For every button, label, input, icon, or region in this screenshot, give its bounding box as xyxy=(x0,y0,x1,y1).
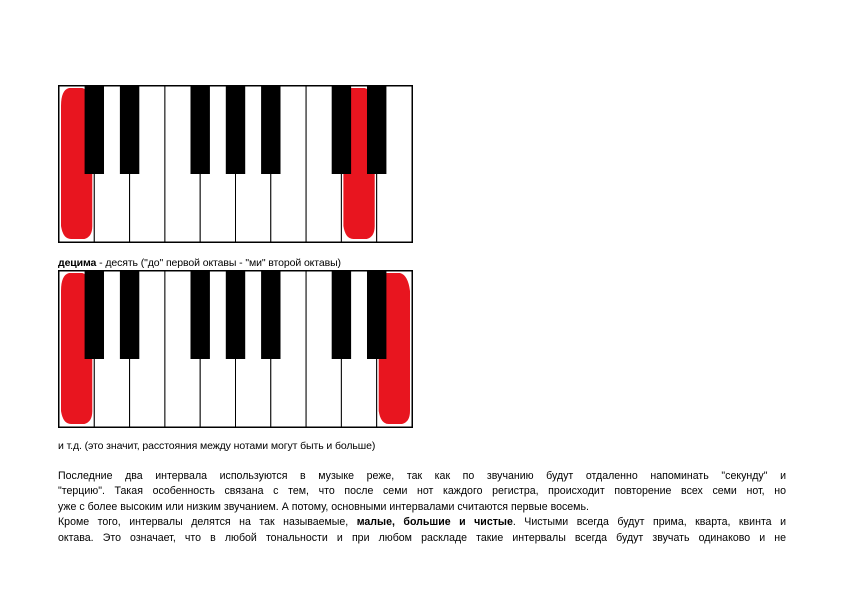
kb2-black-key-4 xyxy=(226,271,245,359)
paragraph-line-4 xyxy=(58,515,786,530)
caption-decima xyxy=(58,257,341,269)
paragraph-line-1: Последние два интервала используются в музыке реже, так как по звучанию будут отдаленно напоминать "секунду" и xyxy=(58,470,786,482)
paragraph-intervals xyxy=(58,469,786,546)
kb2-black-key-3 xyxy=(190,271,209,359)
kb2-black-key-7 xyxy=(332,271,351,359)
paragraph-line-5: октава. Это означает, что в любой тональности и при любом раскладе такие интервалы всегда будут звучать одинаково и не xyxy=(58,531,786,544)
caption-decima-bold: децима xyxy=(58,257,97,269)
paragraph-line-2: "терцию". Такая особенность связана с тем, что после семи нот каждого регистра, происходит повторение всех семи нот, но xyxy=(58,485,786,498)
kb2-black-key-8 xyxy=(367,271,386,359)
paragraph-line-4-bold: малые, большие и чистые xyxy=(356,516,513,529)
caption-decima-text: - десять ("до" первой октавы - "ми" второй октавы) xyxy=(96,257,341,269)
paragraph-line-4-b: . Чистыми всегда будут прима, кварта, квинта и xyxy=(512,516,786,529)
paragraph-line-3: уже с более высоким или низким звучанием. А потому, основными интервалами считаются первые восемь. xyxy=(58,500,589,513)
kb1-black-key-0 xyxy=(85,86,104,174)
kb2-black-key-5 xyxy=(261,271,280,359)
paragraph-line-4-a: Кроме того, интервалы делятся на так называемые, xyxy=(58,516,357,529)
kb1-black-key-3 xyxy=(190,86,209,174)
kb1-black-key-4 xyxy=(226,86,245,174)
keyboard-1-svg xyxy=(59,86,412,242)
kb2-black-key-1 xyxy=(120,271,139,359)
kb1-black-key-1 xyxy=(120,86,139,174)
caption-etc: и т.д. (это значит, расстояния между нотами могут быть и больше) xyxy=(58,440,376,452)
kb1-black-key-8 xyxy=(367,86,386,174)
piano-keyboard-2 xyxy=(58,270,413,428)
kb1-black-key-7 xyxy=(332,86,351,174)
keyboard-2-svg xyxy=(59,271,412,427)
kb1-black-key-5 xyxy=(261,86,280,174)
piano-keyboard-1 xyxy=(58,85,413,243)
kb2-black-key-0 xyxy=(85,271,104,359)
